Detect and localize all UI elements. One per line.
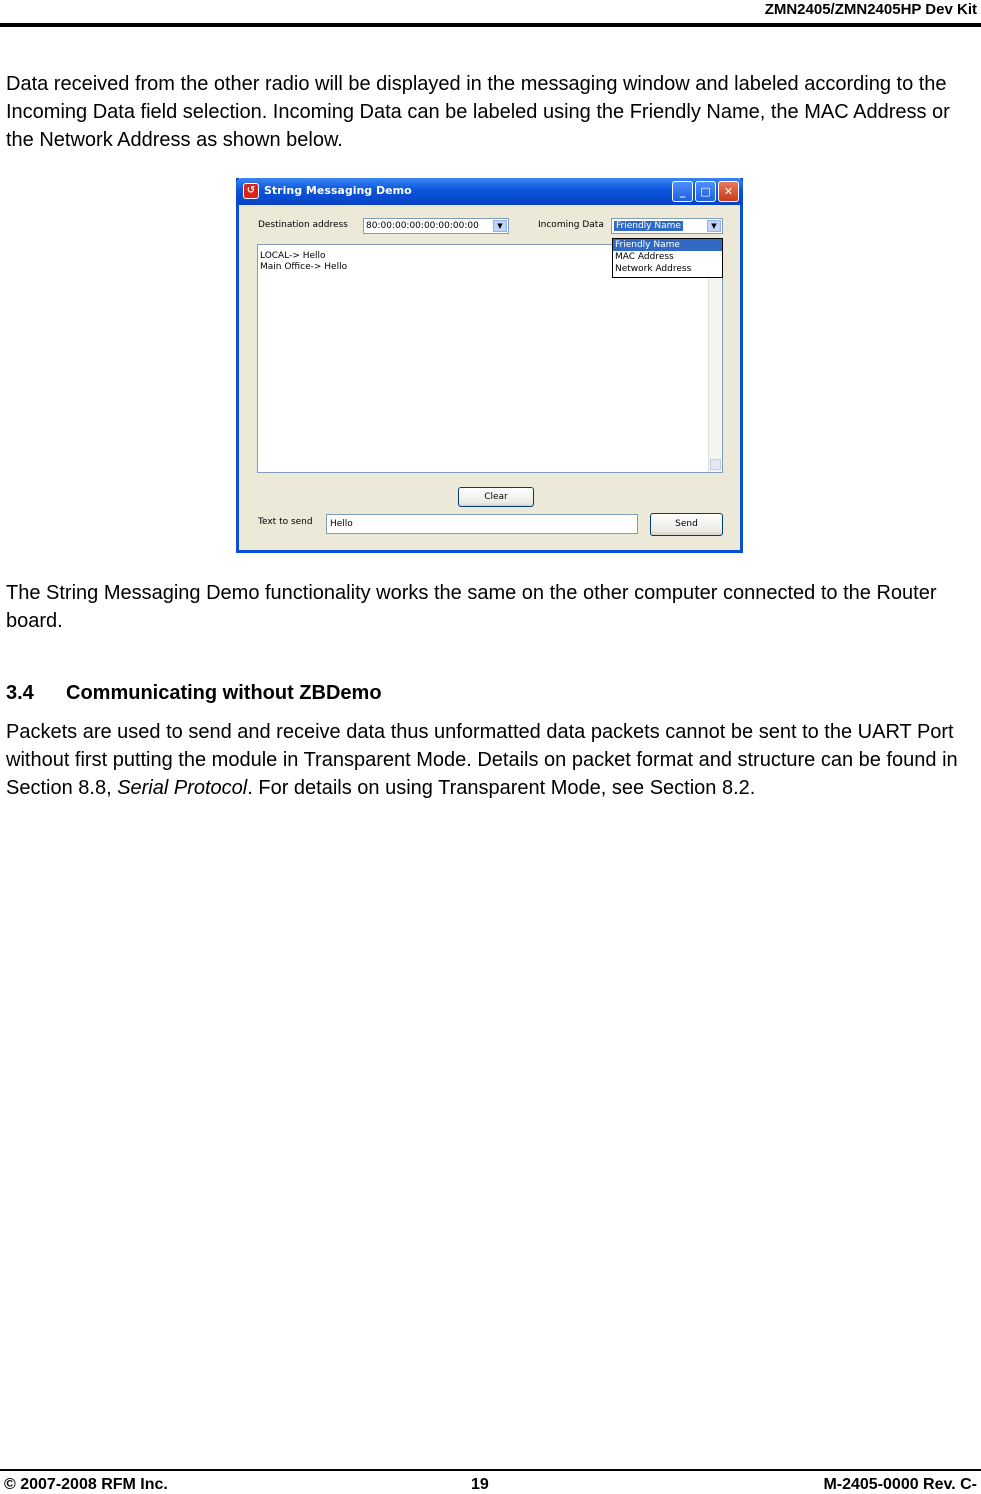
page-header-title: ZMN2405/ZMN2405HP Dev Kit <box>764 1 977 18</box>
message-log[interactable] <box>257 244 723 473</box>
serial-protocol-reference: Serial Protocol <box>117 777 248 799</box>
string-messaging-demo-window <box>236 178 743 553</box>
section-number: 3.4 <box>6 682 34 704</box>
footer-doc-id: M-2405-0000 Rev. C- <box>823 1476 977 1493</box>
text-to-send-input[interactable]: Hello <box>326 514 638 534</box>
message-log-scrollbar[interactable] <box>708 245 722 472</box>
app-icon: ↺ <box>243 183 259 199</box>
destination-address-label: Destination address <box>258 220 348 230</box>
text-to-send-label: Text to send <box>258 517 313 527</box>
section-title: Communicating without ZBDemo <box>66 682 382 704</box>
section-paragraph-text: Packets are used to send and receive data thus unformatted data packets cannot be sent to the UART Port without first putting the module in Transparent Mode. Details on packet format and structure can be found in Section 8.8, <box>6 721 958 799</box>
section-paragraph-text-end: . For details on using Transparent Mode, see Section 8.2. <box>247 777 756 799</box>
intro-paragraph: Data received from the other radio will be displayed in the messaging window and labeled according to the Incoming Data field selection. Incoming Data can be labeled using the Friendly Name, the MAC Address or the Network Address as shown below. <box>6 73 950 151</box>
dropdown-option-friendly-name[interactable]: Friendly Name <box>613 239 722 251</box>
header-rule <box>0 23 981 27</box>
message-line: LOCAL-> Hello <box>260 251 326 261</box>
footer-page-number: 19 <box>471 1476 489 1493</box>
incoming-data-dropdown-list <box>612 238 723 278</box>
close-button[interactable]: ✕ <box>718 181 739 202</box>
destination-address-value: 80:00:00:00:00:00:00:00 <box>366 221 479 231</box>
chevron-down-icon[interactable]: ▼ <box>707 220 721 232</box>
window-title: String Messaging Demo <box>264 184 412 197</box>
incoming-data-label: Incoming Data <box>538 220 604 230</box>
incoming-data-combo[interactable] <box>611 218 723 234</box>
scroll-down-icon[interactable] <box>710 459 721 470</box>
footer-copyright: © 2007-2008 RFM Inc. <box>4 1476 168 1493</box>
message-line: Main Office-> Hello <box>260 262 348 272</box>
dropdown-option-network-address[interactable]: Network Address <box>615 264 692 274</box>
section-heading <box>6 682 382 705</box>
destination-address-combo[interactable] <box>363 218 509 234</box>
incoming-data-value: Friendly Name <box>616 221 681 231</box>
send-button[interactable]: Send <box>650 513 723 536</box>
followup-paragraph: The String Messaging Demo functionality works the same on the other computer connected to the Router board. <box>6 582 937 632</box>
dropdown-option-mac-address[interactable]: MAC Address <box>615 252 674 262</box>
section-paragraph <box>6 718 976 802</box>
chevron-down-icon[interactable]: ▼ <box>493 220 507 232</box>
clear-button[interactable]: Clear <box>458 487 534 507</box>
window-titlebar[interactable] <box>236 178 743 205</box>
footer-rule <box>0 1469 981 1471</box>
minimize-button[interactable]: _ <box>672 181 693 202</box>
maximize-button[interactable]: □ <box>695 181 716 202</box>
